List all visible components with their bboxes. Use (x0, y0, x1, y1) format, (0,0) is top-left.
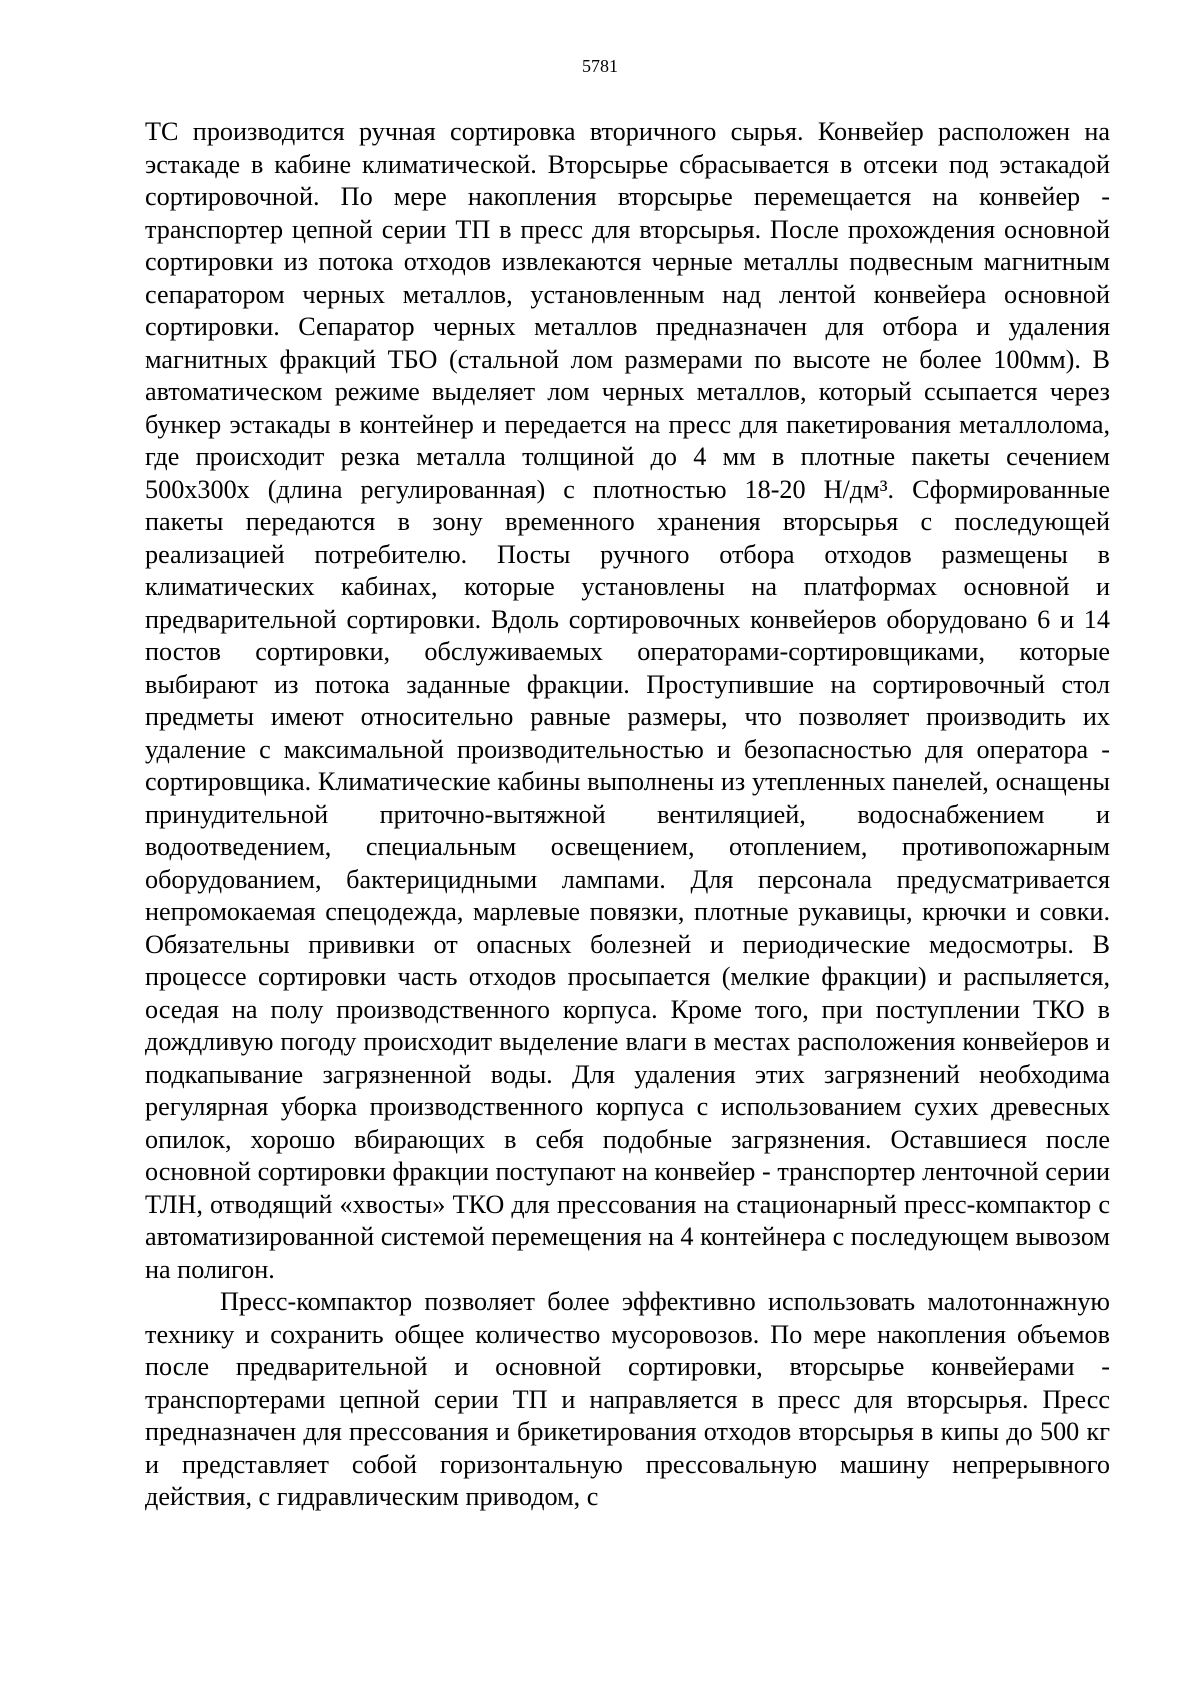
paragraph-1: ТС производится ручная сортировка вторичного сырья. Конвейер расположен на эстакаде в кабине климатической. Вторсырье сбрасывается в отсеки под эстакадой сортировочной. По мере накопления вторсырье перемещается на конвейер - транспортер цепной серии ТП в пресс для вторсырья. После прохождения основной сортировки из потока отходов извлекаются черные металлы подвесным магнитным сепаратором черных металлов, установленным над лентой конвейера основной сортировки. Сепаратор черных металлов предназначен для отбора и удаления магнитных фракций ТБО (стальной лом размерами по высоте не более 100мм). В автоматическом режиме выделяет лом черных металлов, который ссыпается через бункер эстакады в контейнер и передается на пресс для пакетирования металлолома, где происходит резка металла толщиной до 4 мм в плотные пакеты сечением 500х300х (длина регулированная) с плотностью 18-20 Н/дм³. Сформированные пакеты передаются в зону временного хранения вторсырья с последующей реализацией потребителю. Посты ручного отбора отходов размещены в климатических кабинах, которые установлены на платформах основной и предварительной сортировки. Вдоль сортировочных конвейеров оборудовано 6 и 14 постов сортировки, обслуживаемых операторами-сортировщиками, которые выбирают из потока заданные фракции. Проступившие на сортировочный стол предметы имеют относительно равные размеры, что позволяет производить их удаление с максимальной производительностью и безопасностью для оператора - сортировщика. Климатические кабины выполнены из утепленных панелей, оснащены принудительной приточно-вытяжной вентиляцией, водоснабжением и водоотведением, специальным освещением, отоплением, противопожарным оборудованием, бактерицидными лампами. Для персонала предусматривается непромокаемая спецодежда, марлевые повязки, плотные рукавицы, крючки и совки. Обязательны прививки от опасных болезней и периодические медосмотры. В процессе сортировки часть отходов просыпается (мелкие фракции) и распыляется, оседая на полу производственного корпуса. Кроме того, при поступлении ТКО в дождливую погоду происходит выделение влаги в местах расположения конвейеров и подкапывание загрязненной воды. Для удаления этих загрязнений необходима регулярная уборка производственного корпуса с использованием сухих древесных опилок, хорошо вбирающих в себя подобные загрязнения. Оставшиеся после основной сортировки фракции поступают на конвейер - транспортер ленточной серии ТЛН, отводящий «хвосты» ТКО для прессования на стационарный пресс-компактор с автоматизированной системой перемещения на 4 контейнера с последующем вывозом на полигон. (145, 117, 1110, 1284)
paragraph-2: Пресс-компактор позволяет более эффективно использовать малотоннажную технику и сохранить общее количество мусоровозов. По мере накопления объемов после предварительной и основной сортировки, вторсырье конвейерами - транспортерами цепной серии ТП и направляется в пресс для вторсырья. Пресс предназначен для прессования и брикетирования отходов вторсырья в кипы до 500 кг и представляет собой горизонтальную прессовальную машину непрерывного действия, с гидравлическим приводом, с (145, 1287, 1110, 1511)
page-number: 5781 (582, 56, 618, 76)
document-body (145, 116, 1110, 1514)
